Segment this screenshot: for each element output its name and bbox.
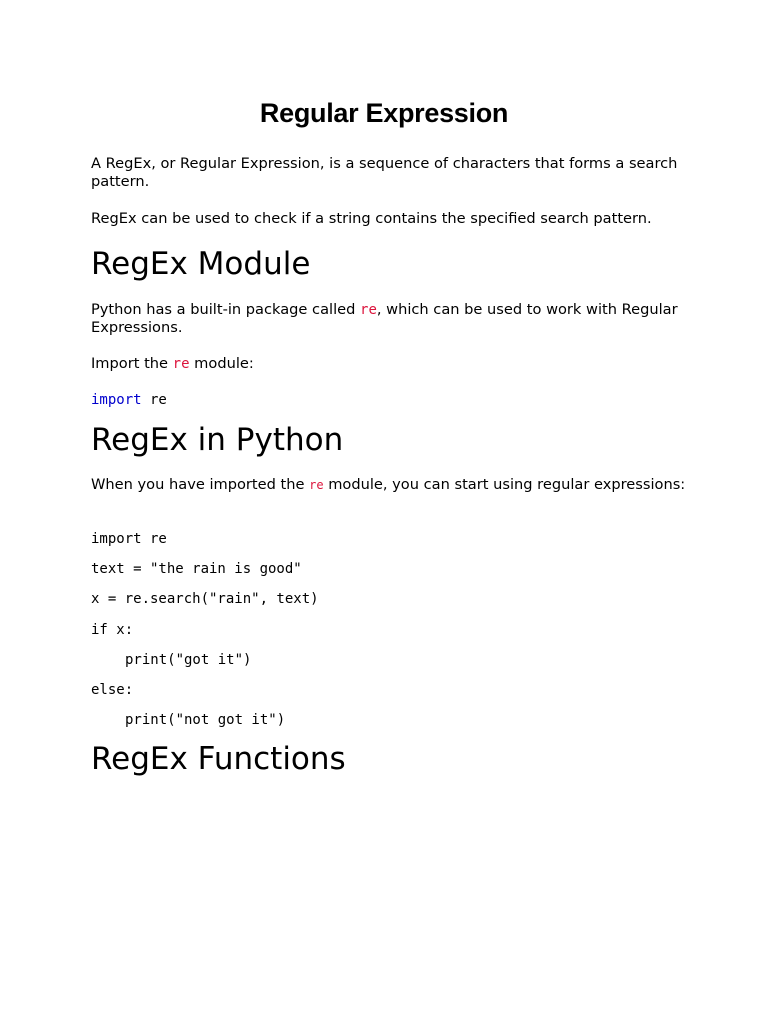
module-paragraph-2-text-b: module:	[189, 355, 254, 372]
import-code-line	[91, 391, 167, 409]
code-line: x = re.search("rain", text)	[91, 591, 319, 607]
code-line: if x:	[91, 622, 134, 638]
inline-code-re: re	[309, 478, 324, 492]
code-line: print("not got it")	[125, 712, 286, 728]
intro-paragraph-2: RegEx can be used to check if a string contains the specified search pattern.	[91, 210, 652, 227]
code-keyword: import	[91, 392, 142, 408]
code-line: print("got it")	[125, 652, 252, 668]
regex-module-heading: RegEx Module	[91, 246, 311, 282]
python-paragraph-1-text-a: When you have imported the	[91, 476, 310, 493]
module-paragraph-1-text-a: Python has a built-in package called	[91, 301, 361, 318]
python-paragraph-1	[91, 476, 691, 494]
regex-in-python-heading: RegEx in Python	[91, 422, 344, 458]
module-paragraph-1	[91, 301, 691, 337]
page-title: Regular Expression	[259, 98, 509, 128]
code-rest: re	[141, 392, 167, 408]
intro-paragraph-1: A RegEx, or Regular Expression, is a sequence of characters that forms a search pattern.	[91, 155, 678, 190]
code-line: import re	[91, 531, 167, 547]
inline-code-re: re	[172, 356, 190, 372]
python-paragraph-1-text-b: module, you can start using regular expressions:	[323, 476, 686, 493]
inline-code-re: re	[360, 302, 377, 318]
module-paragraph-2-text-a: Import the	[91, 355, 173, 372]
regex-functions-heading: RegEx Functions	[91, 741, 346, 777]
code-line: else:	[91, 682, 134, 698]
module-paragraph-2	[91, 355, 691, 373]
module-paragraph-1-text-b: , which can be used to work with Regular Expressions.	[91, 301, 678, 336]
code-line: text = "the rain is good"	[91, 561, 302, 577]
